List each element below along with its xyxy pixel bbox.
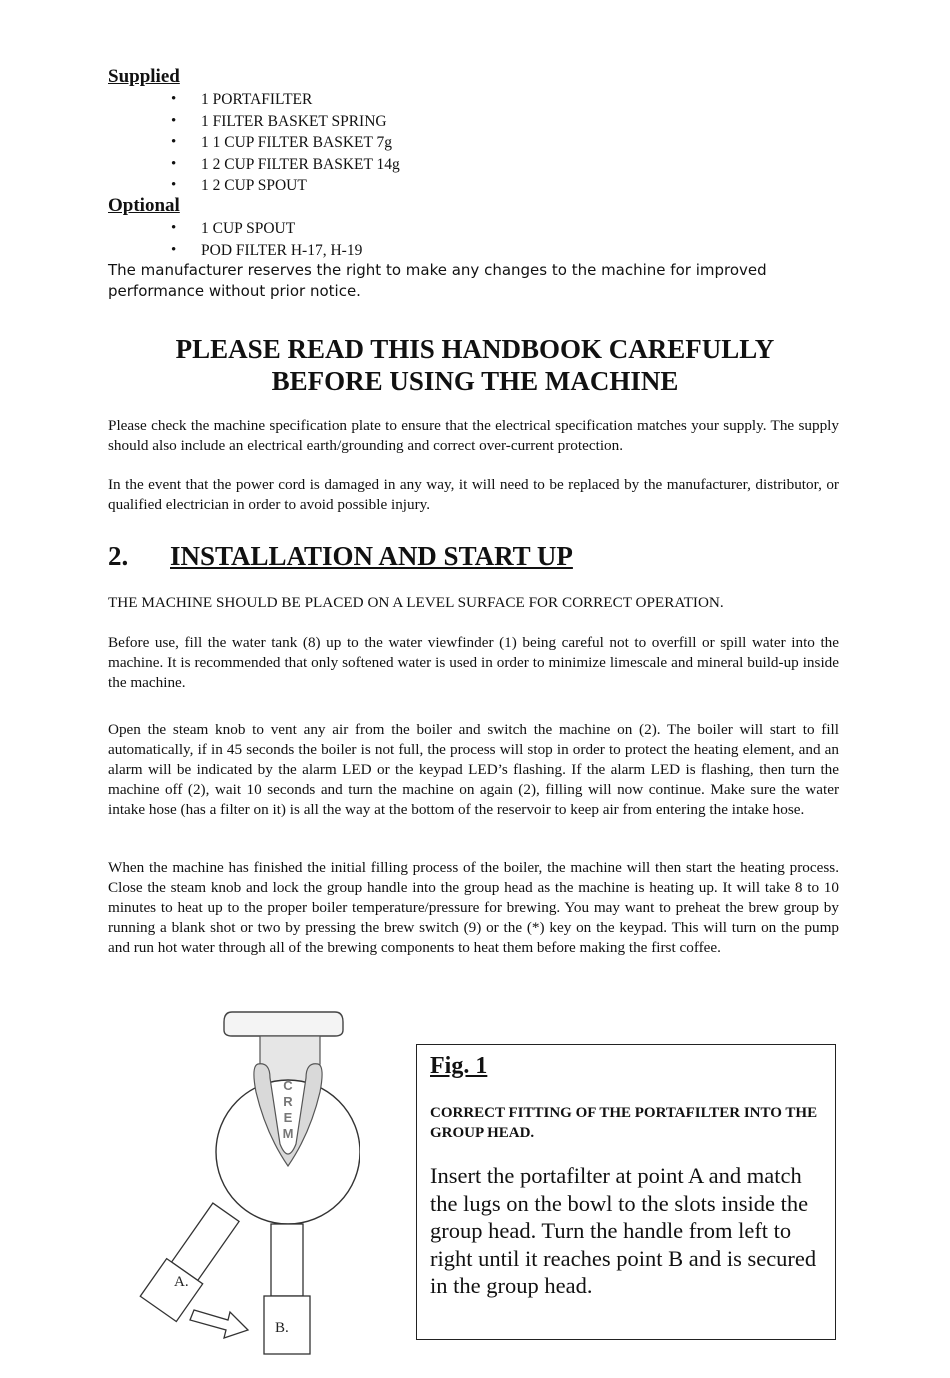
rotation-arrow-icon [190,1310,248,1338]
list-item: • 1 PORTAFILTER [171,89,400,111]
brand-letter: M [282,1126,294,1141]
handle-position-a [140,1200,244,1322]
list-item: • POD FILTER H-17, H-19 [171,240,362,262]
intro-paragraph: Please check the machine specification plate to ensure that the electrical specification matches your supply. The supply should also include an electrical earth/grounding and correct over-current protection. [108,417,839,454]
label-a: A. [174,1274,189,1290]
list-item: • 1 2 CUP SPOUT [171,175,400,197]
handle-position-b-stem [271,1224,303,1296]
group-head-flange [224,1012,343,1036]
manufacturer-notice: The manufacturer reserves the right to make any changes to the machine for improved performance without prior notice. [108,261,767,300]
list-item: • 1 CUP SPOUT [171,218,362,240]
brand-letter: C [283,1078,293,1093]
figure-title: Fig. 1 [430,1053,488,1079]
section-paragraph: When the machine has finished the initial filling process of the boiler, the machine will then start the heating process. Close the steam knob and lock the group handle into the group head as the machine is heating up. It will take 8 to 10 minutes to heat up to the proper boiler temperature/pressure for brewing. You may want to preheat the brew group by running a blank shot or two by pressing the brew switch (9) or the (*) key on the keypad. This will turn on the pump and run hot water through all of the brewing components to heat them before making the first coffee. [108,859,839,956]
page-headline [0,333,950,397]
figure-instructions: Insert the portafilter at point A and match the lugs on the bowl to the slots inside the group head. Turn the handle from left to right until it reaches point B and is secured in the group head. [430,1163,817,1298]
figure-caption-box [416,1044,836,1340]
intro-paragraph: In the event that the power cord is damaged in any way, it will need to be replaced by the manufacturer, distributor, or qualified electrician in order to avoid possible injury. [108,476,839,513]
section-paragraph: Open the steam knob to vent any air from the boiler and switch the machine on (2). The boiler will start to fill automatically, if in 45 seconds the boiler is not full, the process will stop in order to protect the heating element, and an alarm will be indicated by the alarm LED or the keypad LED’s flashing. If the alarm LED is flashing, then turn the machine off (2), wait 10 seconds and turn the machine on again (2), filling will now continue. Make sure the water intake hose (has a filter on it) is all the way at the bottom of the reservoir to keep air from entering the intake hose. [108,721,839,818]
supplied-list [171,89,400,197]
supplied-heading: Supplied [108,66,180,87]
brand-letter: R [283,1094,293,1109]
brand-letter: E [283,1110,293,1125]
list-item: • 1 1 CUP FILTER BASKET 7g [171,132,400,154]
section-title [108,541,573,572]
optional-heading: Optional [108,195,180,216]
list-item: • 1 2 CUP FILTER BASKET 14g [171,154,400,176]
portafilter-diagram [130,1004,360,1360]
headline-line-1: PLEASE READ THIS HANDBOOK CAREFULLY [175,334,775,364]
section-number: 2. [108,541,129,571]
optional-list [171,218,362,261]
section-paragraph: THE MACHINE SHOULD BE PLACED ON A LEVEL SURFACE FOR CORRECT OPERATION. [108,594,724,611]
figure-subtitle: CORRECT FITTING OF THE PORTAFILTER INTO THE GROUP HEAD. [430,1105,818,1141]
label-b: B. [275,1320,289,1336]
section-paragraph: Before use, fill the water tank (8) up to the water viewfinder (1) being careful not to overfill or spill water into the machine. It is recommended that only softened water is used in order to minimize limescale and mineral build-up inside the machine. [108,634,839,691]
section-title-text: INSTALLATION AND START UP [170,541,573,571]
list-item: • 1 FILTER BASKET SPRING [171,111,400,133]
headline-line-2: BEFORE USING THE MACHINE [271,366,679,396]
